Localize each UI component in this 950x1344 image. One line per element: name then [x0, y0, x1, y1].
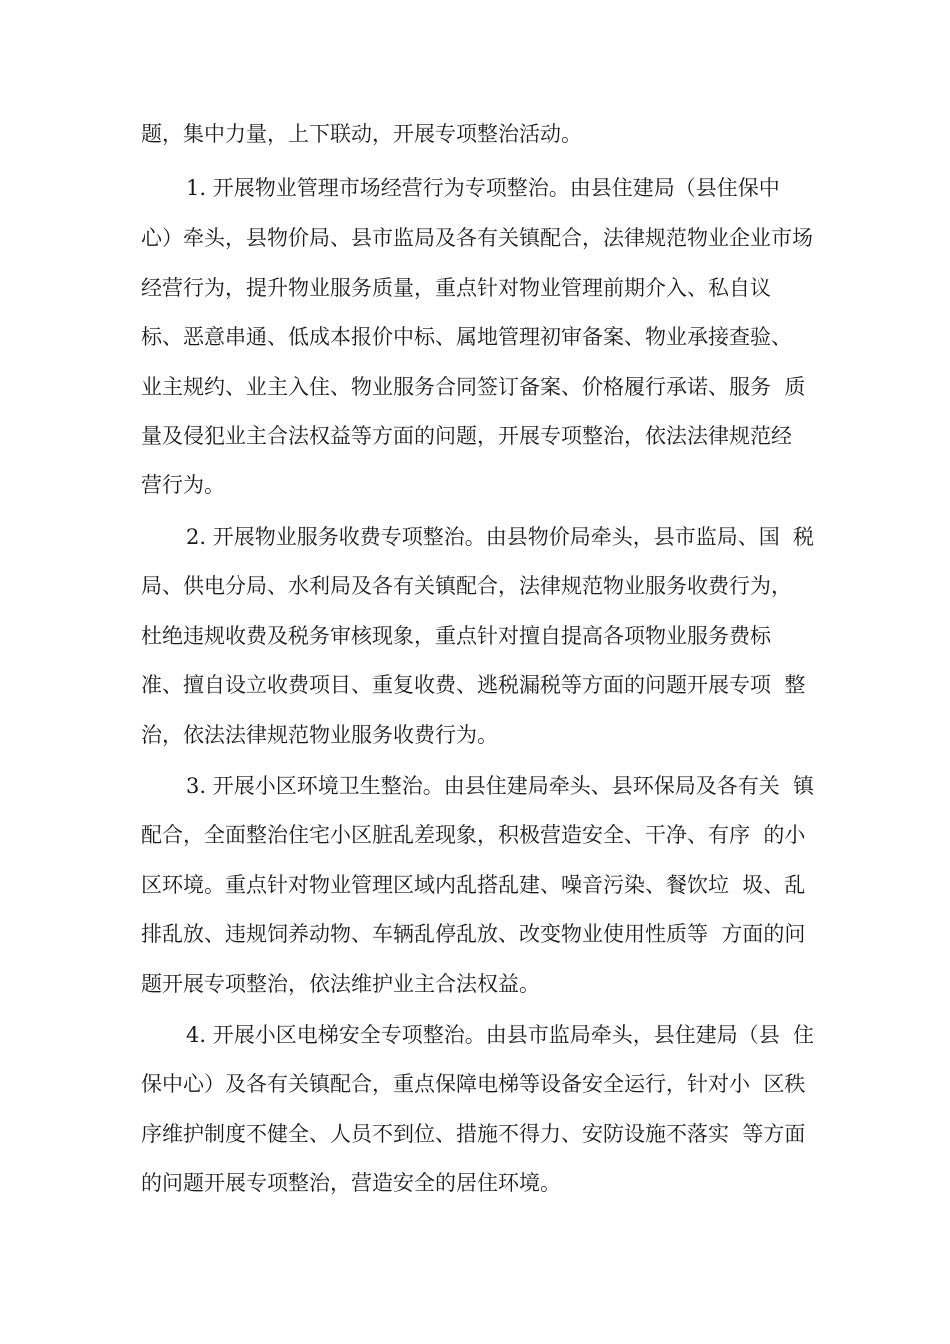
- paragraph-item-4-line-4: 的问题开展专项整治，营造安全的居住环境。: [141, 1171, 561, 1195]
- paragraph-item-3-line-5: 题开展专项整治，依法维护业主合法权益。: [141, 972, 540, 996]
- paragraph-item-2-line-4: 准、擅自设立收费项目、重复收费、逃税漏税等方面的问题开展专项 整: [141, 673, 806, 697]
- paragraph-item-3-line-3: 区环境。重点针对物业管理区域内乱搭乱建、噪音污染、餐饮垃 圾、乱: [141, 873, 806, 897]
- paragraph-item-1-line-3: 经营行为，提升物业服务质量，重点针对物业管理前期介入、私自议: [141, 276, 771, 300]
- paragraph-item-2-line-1: 2. 开展物业服务收费专项整治。由县物价局牵头，县市监局、国 税: [186, 525, 815, 549]
- paragraph-item-2-line-5: 治，依法法律规范物业服务收费行为。: [141, 723, 498, 747]
- paragraph-item-2-line-3: 杜绝违规收费及税务审核现象，重点针对擅自提高各项物业服务费标: [141, 624, 771, 648]
- paragraph-item-4-line-2: 保中心）及各有关镇配合，重点保障电梯等设备安全运行，针对小 区秩: [141, 1072, 806, 1096]
- paragraph-item-2-line-2: 局、供电分局、水利局及各有关镇配合，法律规范物业服务收费行为，: [141, 574, 792, 598]
- paragraph-item-4-line-1: 4. 开展小区电梯安全专项整治。由县市监局牵头，县住建局（县 住: [186, 1023, 815, 1047]
- paragraph-item-1-line-5: 业主规约、业主入住、物业服务合同签订备案、价格履行承诺、服务 质: [141, 375, 806, 399]
- paragraph-item-3-line-2: 配合，全面整治住宅小区脏乱差现象，积极营造安全、干净、有序 的小: [141, 823, 806, 847]
- paragraph-item-1-line-4: 标、恶意串通、低成本报价中标、属地管理初审备案、物业承接查验、: [141, 325, 792, 349]
- paragraph-item-1-line-2: 心）牵头，县物价局、县市监局及各有关镇配合，法律规范物业企业市场: [141, 226, 813, 250]
- paragraph-item-1-line-7: 营行为。: [141, 473, 225, 497]
- paragraph-item-3-line-1: 3. 开展小区环境卫生整治。由县住建局牵头、县环保局及各有关 镇: [186, 774, 815, 798]
- paragraph-item-1-line-6: 量及侵犯业主合法权益等方面的问题，开展专项整治，依法法律规范经: [141, 424, 792, 448]
- paragraph-item-3-line-4: 排乱放、违规饲养动物、车辆乱停乱放、改变物业使用性质等 方面的问: [141, 922, 806, 946]
- paragraph-item-4-line-3: 序维护制度不健全、人员不到位、措施不得力、安防设施不落实 等方面: [141, 1122, 806, 1146]
- paragraph-item-1-line-1: 1. 开展物业管理市场经营行为专项整治。由县住建局（县住保中: [186, 176, 780, 200]
- paragraph-intro-line-1: 题，集中力量，上下联动，开展专项整治活动。: [141, 122, 582, 146]
